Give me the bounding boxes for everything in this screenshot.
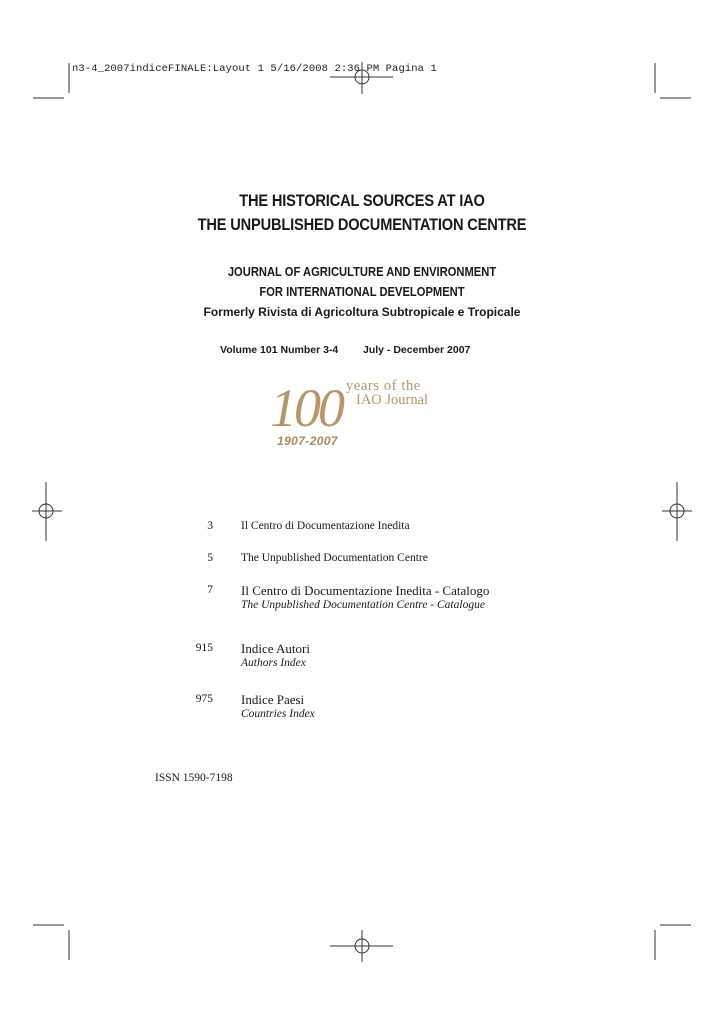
toc-page-number: 975	[195, 693, 213, 705]
title-line-1: THE HISTORICAL SOURCES AT IAO	[239, 191, 485, 210]
toc-page-number: 5	[207, 552, 213, 564]
issn: ISSN 1590-7198	[155, 772, 233, 784]
toc-subtitle: Countries Index	[241, 708, 315, 720]
journal-block	[0, 262, 724, 322]
toc-title: Indice Paesi	[241, 692, 305, 707]
toc-title: The Unpublished Documentation Centre	[241, 552, 428, 564]
issue-info	[220, 344, 471, 356]
registration-mark-top	[330, 62, 393, 94]
registration-mark-right	[662, 482, 692, 541]
main-title	[0, 189, 724, 237]
toc-title: Il Centro di Documentazione Inedita	[241, 520, 410, 532]
issue-date: July - December 2007	[363, 344, 471, 356]
title-line-2: THE UNPUBLISHED DOCUMENTATION CENTRE	[197, 215, 527, 234]
toc-title: Il Centro di Documentazione Inedita - Catalogo	[241, 583, 490, 598]
journal-line-2: FOR INTERNATIONAL DEVELOPMENT	[259, 284, 465, 299]
volume-number: Volume 101 Number 3-4	[220, 344, 339, 356]
formerly-title: Formerly Rivista di Agricoltura Subtropicale e Tropicale	[203, 305, 521, 319]
slug-line: n3-4_2007indiceFINALE:Layout 1 5/16/2008 2:36 PM Pagina 1	[72, 63, 437, 75]
centenary-logo	[268, 376, 438, 456]
journal-line-1: JOURNAL OF AGRICULTURE AND ENVIRONMENT	[227, 264, 497, 279]
registration-mark-left	[32, 482, 62, 541]
toc-page-number: 3	[207, 520, 213, 532]
registration-mark-bottom	[330, 930, 393, 962]
logo-journal-text: IAO Journal	[356, 392, 429, 408]
logo-number: 100	[270, 378, 342, 438]
toc-subtitle: The Unpublished Documentation Centre - Catalogue	[241, 599, 485, 611]
toc-page-number: 7	[207, 584, 213, 596]
logo-years-text: years of the	[346, 378, 421, 394]
toc-subtitle: Authors Index	[241, 657, 306, 669]
logo-year-span: 1907-2007	[277, 434, 338, 448]
toc-page-number: 915	[195, 642, 213, 654]
toc-title: Indice Autori	[241, 641, 310, 656]
